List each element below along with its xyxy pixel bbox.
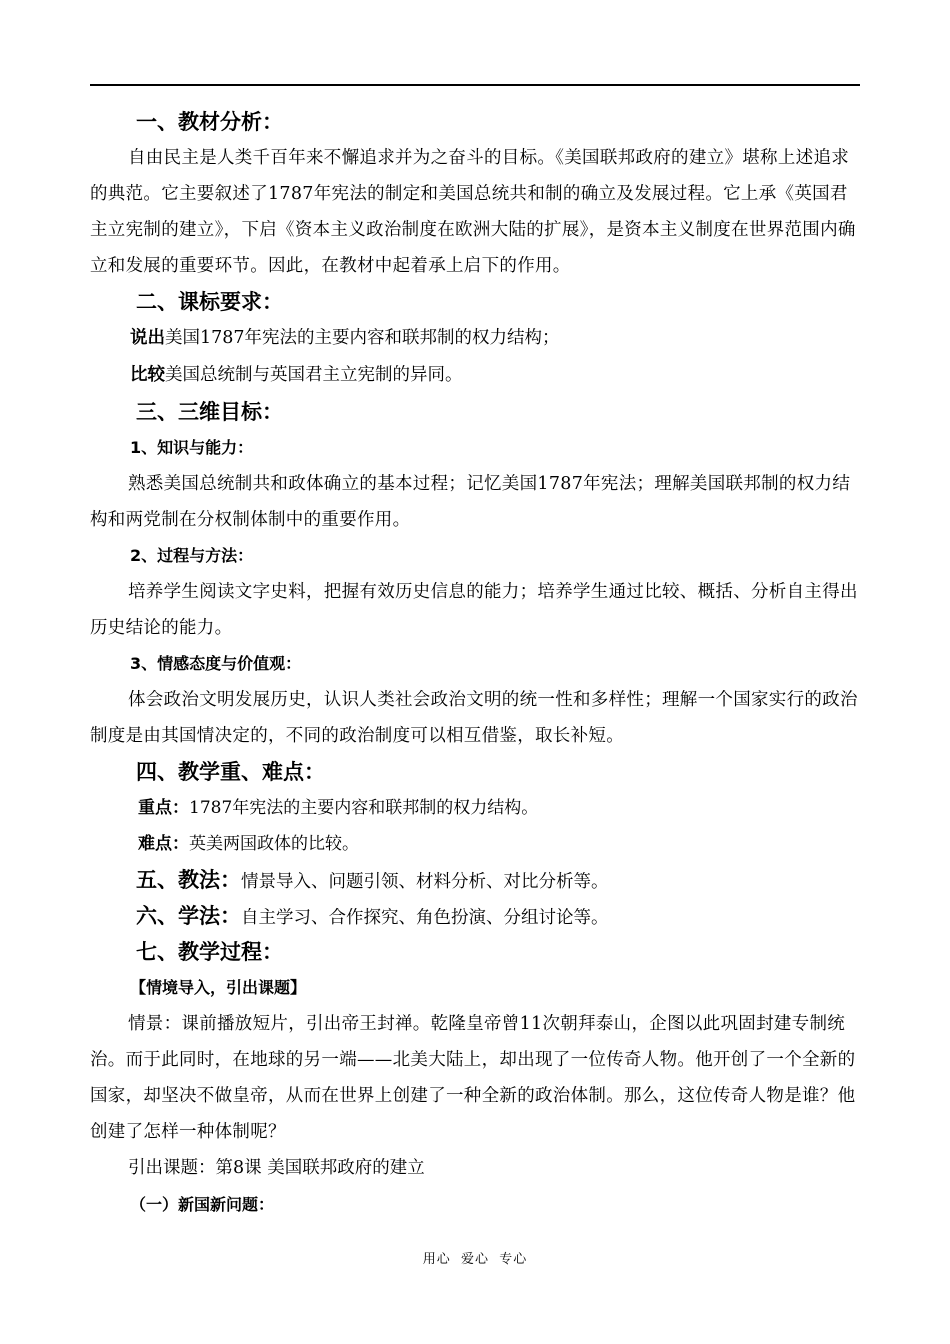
requirement-keyword: 比较 [130, 365, 165, 385]
page-footer: 用心 爱心 专心 [422, 1252, 528, 1267]
goal-heading-process: 2、过程与方法： [130, 546, 254, 565]
section-heading-three-dimensional-goals: 三、三维目标： [136, 400, 283, 424]
requirement-keyword: 说出 [130, 328, 165, 348]
key-point [138, 790, 860, 826]
section-heading-curriculum-requirements: 二、课标要求： [136, 290, 283, 314]
teaching-methods-text: 情景导入、问题引领、材料分析、对比分析等。 [241, 872, 609, 892]
section-heading-learning-methods [136, 898, 860, 934]
section-heading-teaching-methods [136, 862, 860, 898]
header-rule [90, 84, 860, 86]
intro-scenario-text: 情景：课前播放短片，引出帝王封禅。乾隆皇帝曾11次朝拜泰山，企图以此巩固封建专制统治。而于此同时，在地球的另一端——北美大陆上，却出现了一位传奇人物。他开创了一个全新的国家，却坚决不做皇帝，从而在世界上创建了一种全新的政治体制。那么，这位传奇人物是谁？他创建了怎样一种体制呢？ [90, 1014, 856, 1142]
key-point-text: 1787年宪法的主要内容和联邦制的权力结构。 [189, 798, 539, 818]
section-heading-teaching-process: 七、教学过程： [136, 940, 283, 964]
goal-text-values: 体会政治文明发展历史，认识人类社会政治文明的统一性和多样性；理解一个国家实行的政治制度是由其国情决定的，不同的政治制度可以相互借鉴，取长补短。 [90, 690, 858, 746]
difficult-point [138, 826, 860, 862]
subsection-heading-new-nation: （一）新国新问题： [130, 1195, 275, 1214]
section-heading-textbook-analysis: 一、教材分析： [136, 110, 283, 134]
lesson-topic-line: 引出课题：第8课 美国联邦政府的建立 [128, 1158, 425, 1178]
section-heading-key-points: 四、教学重、难点： [136, 760, 325, 784]
key-point-label: 重点： [138, 798, 189, 818]
learning-methods-title: 六、学法： [136, 904, 241, 928]
teaching-methods-title: 五、教法： [136, 868, 241, 892]
goal-text-knowledge: 熟悉美国总统制共和政体确立的基本过程；记忆美国1787年宪法；理解美国联邦制的权力结构和两党制在分权制体制中的重要作用。 [90, 474, 851, 530]
document-body [90, 104, 860, 1223]
difficult-point-text: 英美两国政体的比较。 [189, 834, 359, 854]
paragraph-textbook-analysis: 自由民主是人类千百年来不懈追求并为之奋斗的目标。《美国联邦政府的建立》堪称上述追求的典范。它主要叙述了1787年宪法的制定和美国总统共和制的确立及发展过程。它上承《英国君主立宪制的建立》，下启《资本主义政治制度在欧洲大陆的扩展》，是资本主义制度在世界范围内确立和发展的重要环节。因此，在教材中起着承上启下的作用。 [90, 148, 856, 276]
learning-methods-text: 自主学习、合作探究、角色扮演、分组讨论等。 [241, 908, 609, 928]
goal-heading-knowledge: 1、知识与能力： [130, 438, 254, 457]
intro-heading: 【情境导入，引出课题】 [130, 978, 307, 997]
requirement-item [130, 357, 860, 394]
requirement-item [130, 320, 860, 357]
requirement-text: 美国总统制与英国君主立宪制的异同。 [165, 365, 463, 385]
difficult-point-label: 难点： [138, 834, 189, 854]
goal-text-process: 培养学生阅读文字史料，把握有效历史信息的能力；培养学生通过比较、概括、分析自主得出历史结论的能力。 [90, 582, 858, 638]
requirement-text: 美国1787年宪法的主要内容和联邦制的权力结构； [165, 328, 560, 348]
goal-heading-values: 3、情感态度与价值观： [130, 654, 302, 673]
